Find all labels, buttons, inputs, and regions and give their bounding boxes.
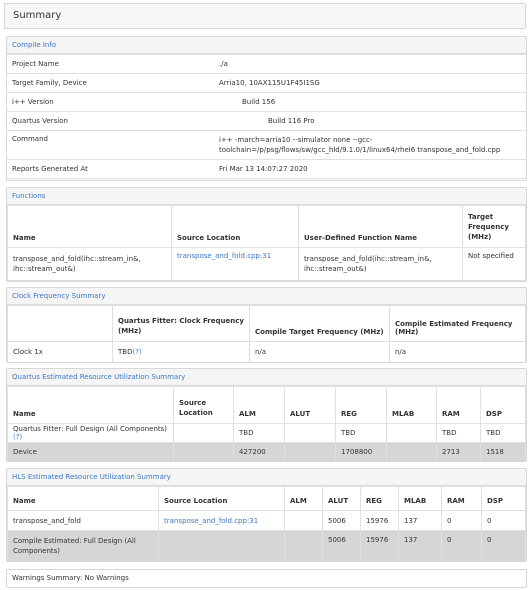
col-alm: ALM <box>234 387 285 424</box>
summary-header <box>4 3 526 29</box>
col-name: Name <box>8 387 174 424</box>
row-source <box>174 424 234 443</box>
col-blank <box>8 306 113 342</box>
col-ram: RAM <box>437 387 481 424</box>
function-source-link[interactable]: transpose_and_fold.cpp:31 <box>172 248 299 281</box>
row-value: Build 116 Pro <box>214 112 526 131</box>
row-label: i++ Version <box>7 93 214 112</box>
row-ram: 0 <box>442 531 482 562</box>
table-header-row <box>8 206 526 248</box>
quartus-table <box>7 386 526 462</box>
col-fitter-frequency: Quartus Fitter: Clock Frequency (MHz) <box>113 306 250 342</box>
table-row <box>7 112 526 131</box>
compile-info-panel <box>6 36 527 181</box>
row-alut <box>285 424 336 443</box>
row-value: Fri Mar 13 14:07:27 2020 <box>214 160 526 179</box>
col-source: Source Location <box>172 206 299 248</box>
clock-fitter-text: TBD <box>118 348 133 356</box>
col-frequency: Target Frequency (MHz) <box>463 206 526 248</box>
row-alm <box>285 531 323 562</box>
quartus-title[interactable]: Quartus Estimated Resource Utilization Summary <box>7 369 526 386</box>
table-row <box>8 342 526 363</box>
row-alm: TBD <box>234 424 285 443</box>
row-name: Compile Estimated: Full Design (All Components) <box>8 531 159 562</box>
compile-info-table <box>7 54 526 179</box>
row-dsp: 0 <box>482 511 526 531</box>
col-target-frequency: Compile Target Frequency (MHz) <box>250 306 390 342</box>
row-dsp: 0 <box>482 531 526 562</box>
row-label: Reports Generated At <box>7 160 214 179</box>
clock-table <box>7 305 526 363</box>
row-label: Target Family, Device <box>7 74 214 93</box>
table-row <box>7 131 526 160</box>
col-alut: ALUT <box>323 487 361 511</box>
col-alut: ALUT <box>285 387 336 424</box>
col-dsp: DSP <box>482 487 526 511</box>
clock-title[interactable]: Clock Frequency Summary <box>7 288 526 305</box>
table-header-row <box>8 387 526 424</box>
col-reg: REG <box>361 487 399 511</box>
row-source <box>159 531 285 562</box>
warnings-summary[interactable]: Warnings Summary: No Warnings <box>6 569 527 588</box>
table-row <box>7 74 526 93</box>
table-row <box>8 443 526 462</box>
row-label: Project Name <box>7 55 214 74</box>
clock-estimated-value: n/a <box>390 342 526 363</box>
row-alm <box>285 511 323 531</box>
functions-title[interactable]: Functions <box>7 188 526 205</box>
col-dsp: DSP <box>481 387 526 424</box>
table-row <box>8 424 526 443</box>
clock-target-value: n/a <box>250 342 390 363</box>
row-ram: TBD <box>437 424 481 443</box>
col-mlab: MLAB <box>399 487 442 511</box>
help-link[interactable]: (?) <box>13 433 23 441</box>
col-udf: User-Defined Function Name <box>299 206 463 248</box>
col-ram: RAM <box>442 487 482 511</box>
table-row <box>8 248 526 281</box>
row-name <box>8 424 174 443</box>
table-row <box>8 511 526 531</box>
row-reg: TBD <box>336 424 387 443</box>
row-label: Quartus Version <box>7 112 214 131</box>
table-row <box>8 531 526 562</box>
clock-panel <box>6 287 527 363</box>
row-value: ./a <box>214 55 526 74</box>
table-row <box>7 55 526 74</box>
functions-table <box>7 205 526 281</box>
row-mlab <box>387 443 437 462</box>
row-alut: 5006 <box>323 531 361 562</box>
row-reg: 15976 <box>361 511 399 531</box>
row-mlab: 137 <box>399 531 442 562</box>
row-name: transpose_and_fold <box>8 511 159 531</box>
col-reg: REG <box>336 387 387 424</box>
col-alm: ALM <box>285 487 323 511</box>
table-row <box>7 160 526 179</box>
row-value: i++ -march=arria10 --simulator none --gcc-toolchain=/p/psg/flows/sw/gcc_hld/9.1.0/1/linux64/rhel6 transpose_and_fold.cpp <box>214 131 526 160</box>
col-mlab: MLAB <box>387 387 437 424</box>
row-alm: 427200 <box>234 443 285 462</box>
row-reg: 15976 <box>361 531 399 562</box>
row-ram: 2713 <box>437 443 481 462</box>
function-udf: transpose_and_fold(ihc::stream_in&, ihc::stream_out&) <box>299 248 463 281</box>
col-source: Source Location <box>159 487 285 511</box>
row-alut <box>285 443 336 462</box>
clock-fitter-value <box>113 342 250 363</box>
col-name: Name <box>8 487 159 511</box>
row-name: Device <box>8 443 174 462</box>
compile-info-title[interactable]: Compile Info <box>7 37 526 54</box>
quartus-panel <box>6 368 527 462</box>
col-name: Name <box>8 206 172 248</box>
row-source-link[interactable]: transpose_and_fold.cpp:31 <box>159 511 285 531</box>
row-dsp: TBD <box>481 424 526 443</box>
col-estimated-frequency: Compile Estimated Frequency (MHz) <box>390 306 526 342</box>
row-name-text: Quartus Fitter: Full Design (All Components) <box>13 425 168 433</box>
row-source <box>174 443 234 462</box>
row-mlab <box>387 424 437 443</box>
table-header-row <box>8 306 526 342</box>
row-value: Arria10, 10AX115U1F45I1SG <box>214 74 526 93</box>
row-label: Command <box>7 131 214 160</box>
help-link[interactable]: (?) <box>132 348 142 356</box>
functions-panel <box>6 187 527 282</box>
row-alut: 5006 <box>323 511 361 531</box>
table-row <box>7 93 526 112</box>
row-value: Build 156 <box>214 93 526 112</box>
row-reg: 1708800 <box>336 443 387 462</box>
row-ram: 0 <box>442 511 482 531</box>
function-frequency: Not specified <box>463 248 526 281</box>
col-source: Source Location <box>174 387 234 424</box>
row-dsp: 1518 <box>481 443 526 462</box>
page-title: Summary <box>13 10 62 21</box>
hls-table <box>7 486 526 562</box>
clock-name: Clock 1x <box>8 342 113 363</box>
row-mlab: 137 <box>399 511 442 531</box>
hls-title[interactable]: HLS Estimated Resource Utilization Summary <box>7 469 526 486</box>
hls-panel <box>6 468 527 562</box>
table-header-row <box>8 487 526 511</box>
function-name: transpose_and_fold(ihc::stream_in&, ihc::stream_out&) <box>8 248 172 281</box>
